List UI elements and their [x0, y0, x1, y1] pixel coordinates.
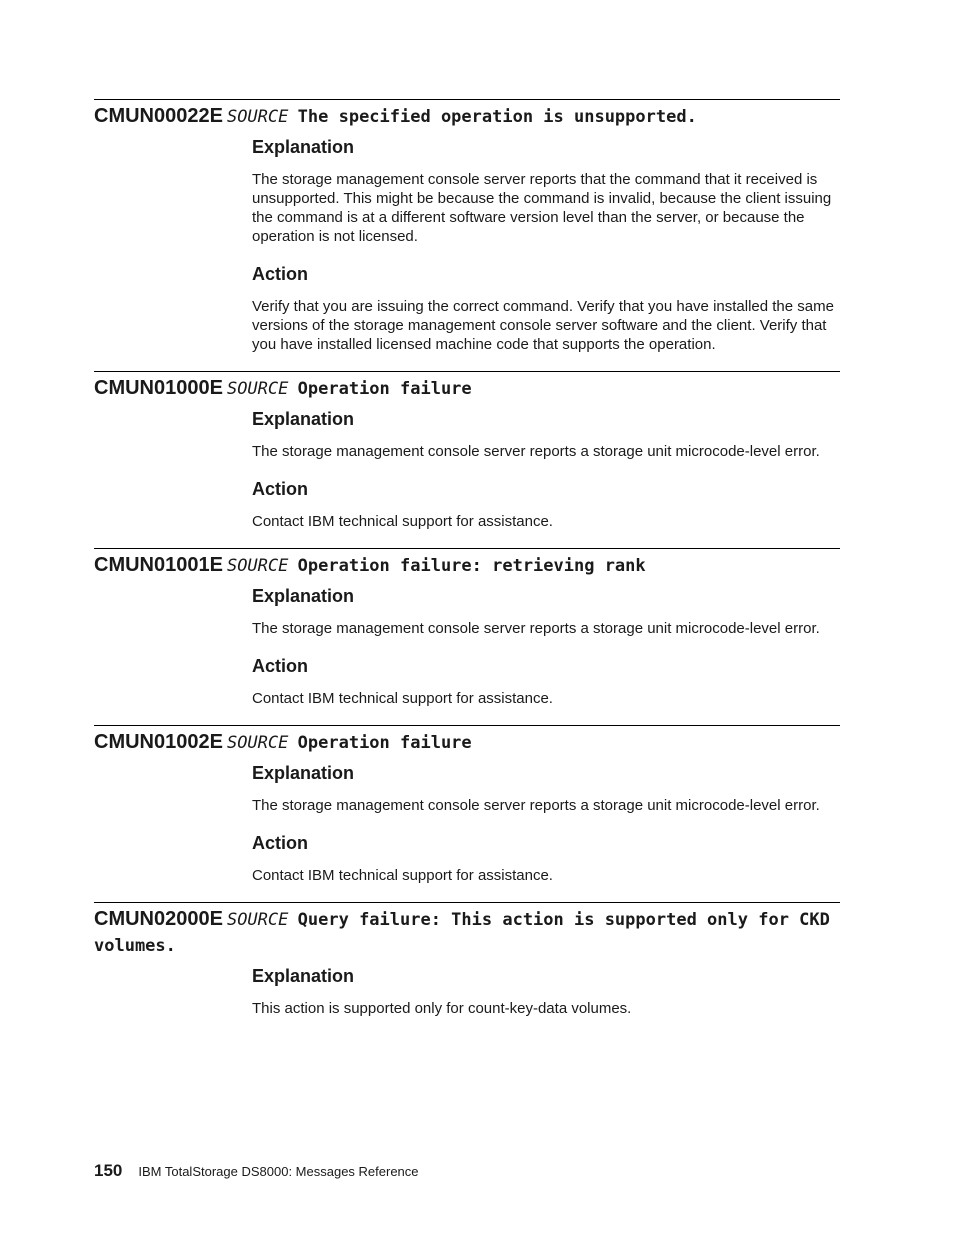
action-text: Verify that you are issuing the correct command. Verify that you have installed the same versions of the storage management console server software and the client. Verify that you have installed licensed machine code that supports the operation. — [252, 298, 834, 353]
explanation-text: The storage management console server reports a storage unit microcode-level error. — [252, 620, 820, 637]
action-text: Contact IBM technical support for assistance. — [252, 690, 553, 707]
explanation-text: The storage management console server reports a storage unit microcode-level error. — [252, 443, 820, 460]
book-title: IBM TotalStorage DS8000: Messages Reference — [138, 1164, 419, 1179]
explanation-heading: Explanation — [252, 409, 355, 429]
message-entry — [94, 725, 840, 885]
action-text: Contact IBM technical support for assistance. — [252, 513, 553, 530]
message-source: SOURCE — [226, 556, 289, 576]
page-footer — [94, 1161, 419, 1181]
message-heading — [94, 549, 840, 579]
message-entry — [94, 371, 840, 531]
message-id: CMUN01002E — [94, 731, 223, 753]
message-body — [252, 762, 840, 885]
message-heading — [94, 726, 840, 756]
action-heading: Action — [252, 264, 308, 284]
action-heading: Action — [252, 479, 308, 499]
message-source: SOURCE — [226, 910, 289, 930]
message-text: Operation failure — [297, 379, 472, 399]
action-heading: Action — [252, 656, 308, 676]
message-list — [94, 99, 840, 1035]
explanation-text: The storage management console server reports that the command that it received is unsupported. This might be because the command is invalid, because the client issuing the command is at a different software version level than the server, or because the operation is not licensed. — [252, 171, 832, 245]
message-entry — [94, 902, 840, 1018]
message-id: CMUN01001E — [94, 554, 223, 576]
message-id: CMUN01000E — [94, 377, 223, 399]
explanation-heading: Explanation — [252, 966, 355, 986]
message-text: The specified operation is unsupported. — [297, 107, 697, 127]
message-id: CMUN02000E — [94, 908, 223, 930]
message-text: Query failure: This action is supported only for CKD volumes. — [94, 910, 830, 956]
message-heading — [94, 100, 840, 130]
action-heading: Action — [252, 833, 308, 853]
message-text: Operation failure: retrieving rank — [297, 556, 646, 576]
explanation-heading: Explanation — [252, 137, 355, 157]
message-source: SOURCE — [226, 379, 289, 399]
message-entry — [94, 548, 840, 708]
action-text: Contact IBM technical support for assistance. — [252, 867, 553, 884]
explanation-text: This action is supported only for count-key-data volumes. — [252, 1000, 632, 1017]
message-body — [252, 408, 840, 531]
page-number: 150 — [94, 1161, 123, 1180]
explanation-heading: Explanation — [252, 763, 355, 783]
message-text: Operation failure — [297, 733, 472, 753]
message-heading — [94, 372, 840, 402]
message-source: SOURCE — [226, 733, 289, 753]
explanation-text: The storage management console server reports a storage unit microcode-level error. — [252, 797, 820, 814]
message-heading — [94, 903, 840, 959]
message-source: SOURCE — [226, 107, 289, 127]
message-entry — [94, 99, 840, 354]
message-body — [252, 965, 840, 1018]
message-body — [252, 585, 840, 708]
message-body — [252, 136, 840, 354]
explanation-heading: Explanation — [252, 586, 355, 606]
message-id: CMUN00022E — [94, 105, 223, 127]
